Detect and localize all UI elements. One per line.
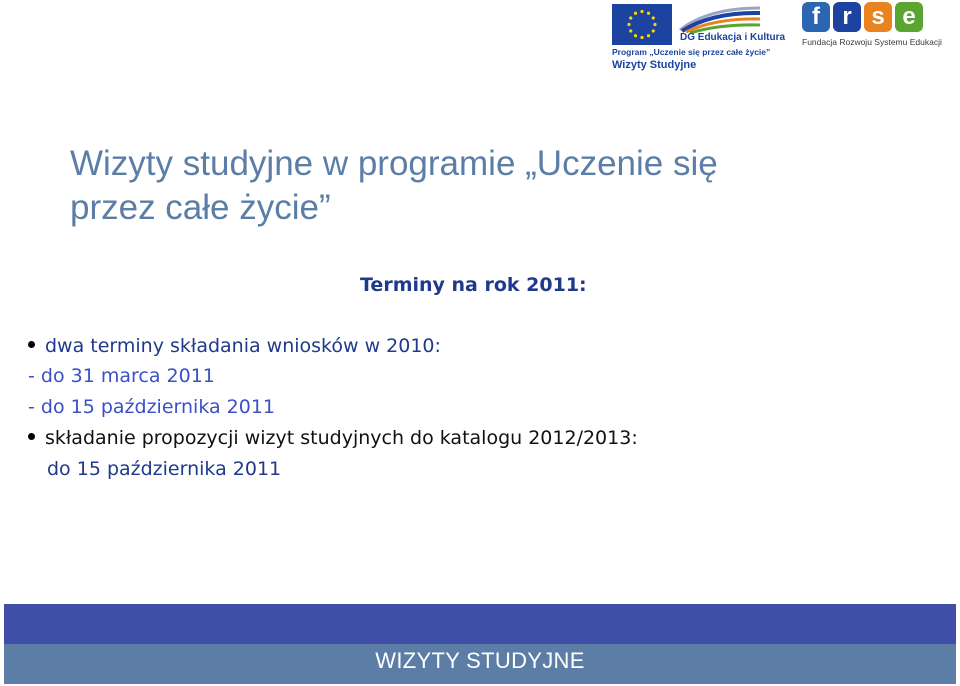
wave-icon (678, 4, 762, 34)
sub-item-3: do 15 października 2011 (47, 458, 282, 480)
eu-star-icon (652, 29, 655, 32)
frse-caption: Fundacja Rozwoju Systemu Edukacji (802, 37, 942, 47)
eu-star-icon (647, 12, 650, 15)
dg-label: DG Edukacja i Kultura (680, 32, 786, 43)
footer-label: WIZYTY STUDYJNE (375, 648, 585, 673)
bullet-item-2: składanie propozycji wizyt studyjnych do katalogu 2012/2013: (28, 426, 638, 450)
eu-flag-icon (612, 4, 672, 45)
frse-logo (800, 2, 942, 48)
eu-star-icon (652, 16, 655, 19)
sub-item-2: - do 15 października 2011 (28, 396, 276, 418)
eu-star-icon (640, 36, 643, 39)
eu-star-icon (653, 23, 656, 26)
eu-star-icon (629, 29, 632, 32)
bullet-item-1: dwa terminy składania wniosków w 2010: (28, 334, 441, 358)
frse-tiles (802, 2, 923, 34)
eu-star-icon (627, 23, 630, 26)
slide-title-line-1: Wizyty studyjne w programie „Uczenie się (70, 144, 718, 183)
footer-band-top (4, 604, 956, 644)
sub-item-1: - do 31 marca 2011 (28, 365, 215, 387)
slide-title-line-2: przez całe życie” (70, 188, 331, 227)
eu-star-icon (647, 34, 650, 37)
program-label: Program „Uczenie się przez całe życie” (612, 47, 771, 57)
eu-star-icon (634, 12, 637, 15)
eu-program-logo (612, 4, 786, 74)
slide-subtitle: Terminy na rok 2011: (360, 274, 587, 296)
slide-title (70, 142, 870, 230)
eu-star-icon (629, 16, 632, 19)
wizyty-studyjne-label: Wizyty Studyjne (612, 59, 697, 71)
frse-tile-e: e (895, 2, 923, 32)
frse-tile-s: s (864, 2, 892, 32)
eu-star-icon (640, 10, 643, 13)
frse-tile-f: f (802, 2, 830, 32)
eu-star-icon (634, 34, 637, 37)
frse-tile-r: r (833, 2, 861, 32)
